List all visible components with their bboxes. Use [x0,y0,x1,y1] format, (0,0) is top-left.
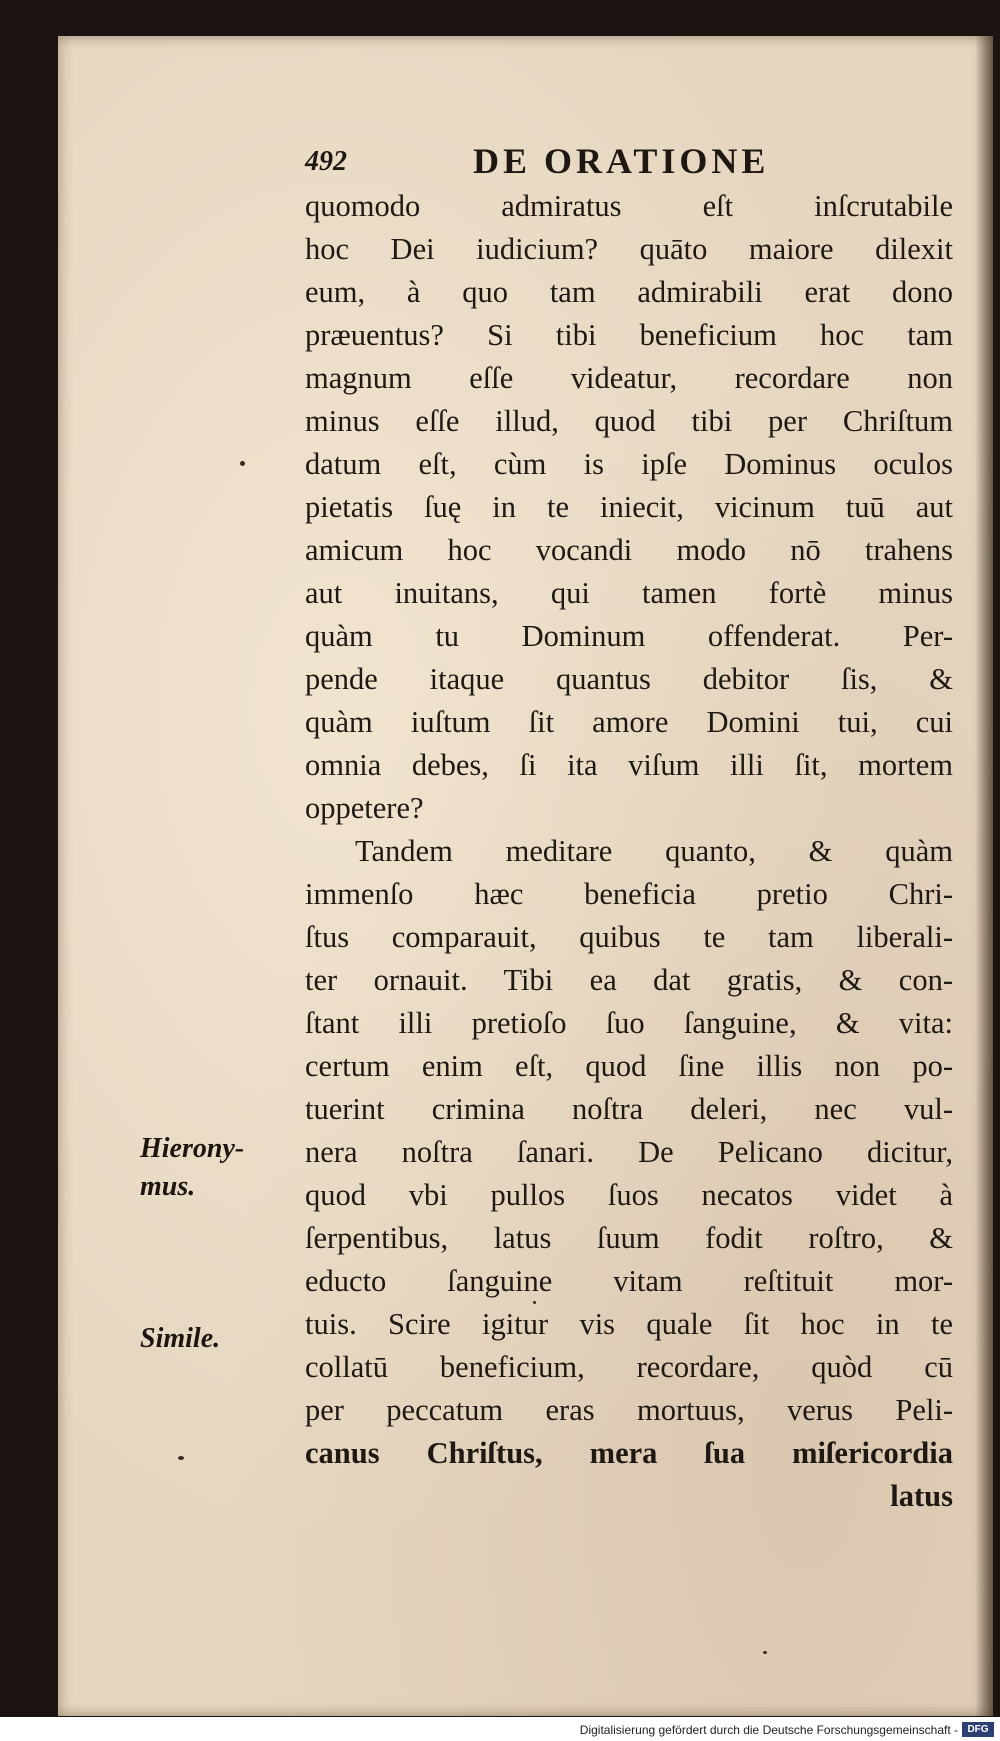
text-line: pende itaque quantus debitor ſis, & [305,662,953,696]
page-number: 492 [305,146,347,177]
text-line: nera noſtra ſanari. De Pelicano dicitur, [305,1135,953,1169]
text-line: magnum eſſe videatur, recordare non [305,361,953,395]
catchword: latus [890,1479,953,1513]
text-line: canus Chriſtus, mera ſua miſericordia [305,1436,953,1470]
text-line: collatū beneficium, recordare, quòd cū [305,1350,953,1384]
text-line: minus eſſe illud, quod tibi per Chriſtum [305,404,953,438]
text-line: ter ornauit. Tibi ea dat gratis, & con- [305,963,953,997]
digitization-footer [0,1717,1000,1741]
text-line: immenſo hæc beneficia pretio Chri- [305,877,953,911]
text-line: oppetere? [305,791,424,825]
text-line: certum enim eſt, quod ſine illis non po- [305,1049,953,1083]
text-line: datum eſt, cùm is ipſe Dominus oculos [305,447,953,481]
text-line: quomodo admiratus eſt inſcrutabile [305,189,953,223]
page-header [305,140,825,180]
text-line: ſtant illi pretioſo ſuo ſanguine, & vita: [305,1006,953,1040]
text-line: eum, à quo tam admirabili erat dono [305,275,953,309]
margin-note-simile: Simile. [140,1323,221,1354]
text-line: aut inuitans, qui tamen fortè minus [305,576,953,610]
page-edge-shadow [975,36,993,1716]
text-line: tuerint crimina noſtra deleri, nec vul- [305,1092,953,1126]
margin-note-hieronymus [140,1130,244,1206]
footer-credit-text: Digitalisierung gefördert durch die Deutsche Forschungsgemeinschaft - [579,1723,958,1737]
dfg-logo: DFG [962,1722,994,1737]
text-line: amicum hoc vocandi modo nō trahens [305,533,953,567]
body-text [305,185,953,1518]
margin-note-line: Hierony- [140,1133,245,1164]
text-line: ſtus comparauit, quibus te tam liberali- [305,920,953,954]
text-line: hoc Dei iudicium? quāto maiore dilexit [305,232,953,266]
text-line: quàm tu Dominum offenderat. Per- [305,619,953,653]
text-line: per peccatum eras mortuus, verus Peli- [305,1393,953,1427]
running-title: DE ORATIONE [473,141,770,181]
text-line: quod vbi pullos ſuos necatos videt à [305,1178,953,1212]
text-line: educto ſanguine vitam reſtituit mor- [305,1264,953,1298]
text-line: omnia debes, ſi ita viſum illi ſit, mortem [305,748,953,782]
text-line-paragraph-start: Tandem meditare quanto, & quàm [355,834,953,868]
margin-note-line: mus. [140,1171,196,1202]
text-line: præuentus? Si tibi beneficium hoc tam [305,318,953,352]
text-line: quàm iuſtum ſit amore Domini tui, cui [305,705,953,739]
text-line: ſerpentibus, latus ſuum fodit roſtro, & [305,1221,953,1255]
text-line: pietatis ſuę in te iniecit, vicinum tuū aut [305,490,953,524]
text-line: tuis. Scire igitur vis quale ſit hoc in te [305,1307,953,1341]
